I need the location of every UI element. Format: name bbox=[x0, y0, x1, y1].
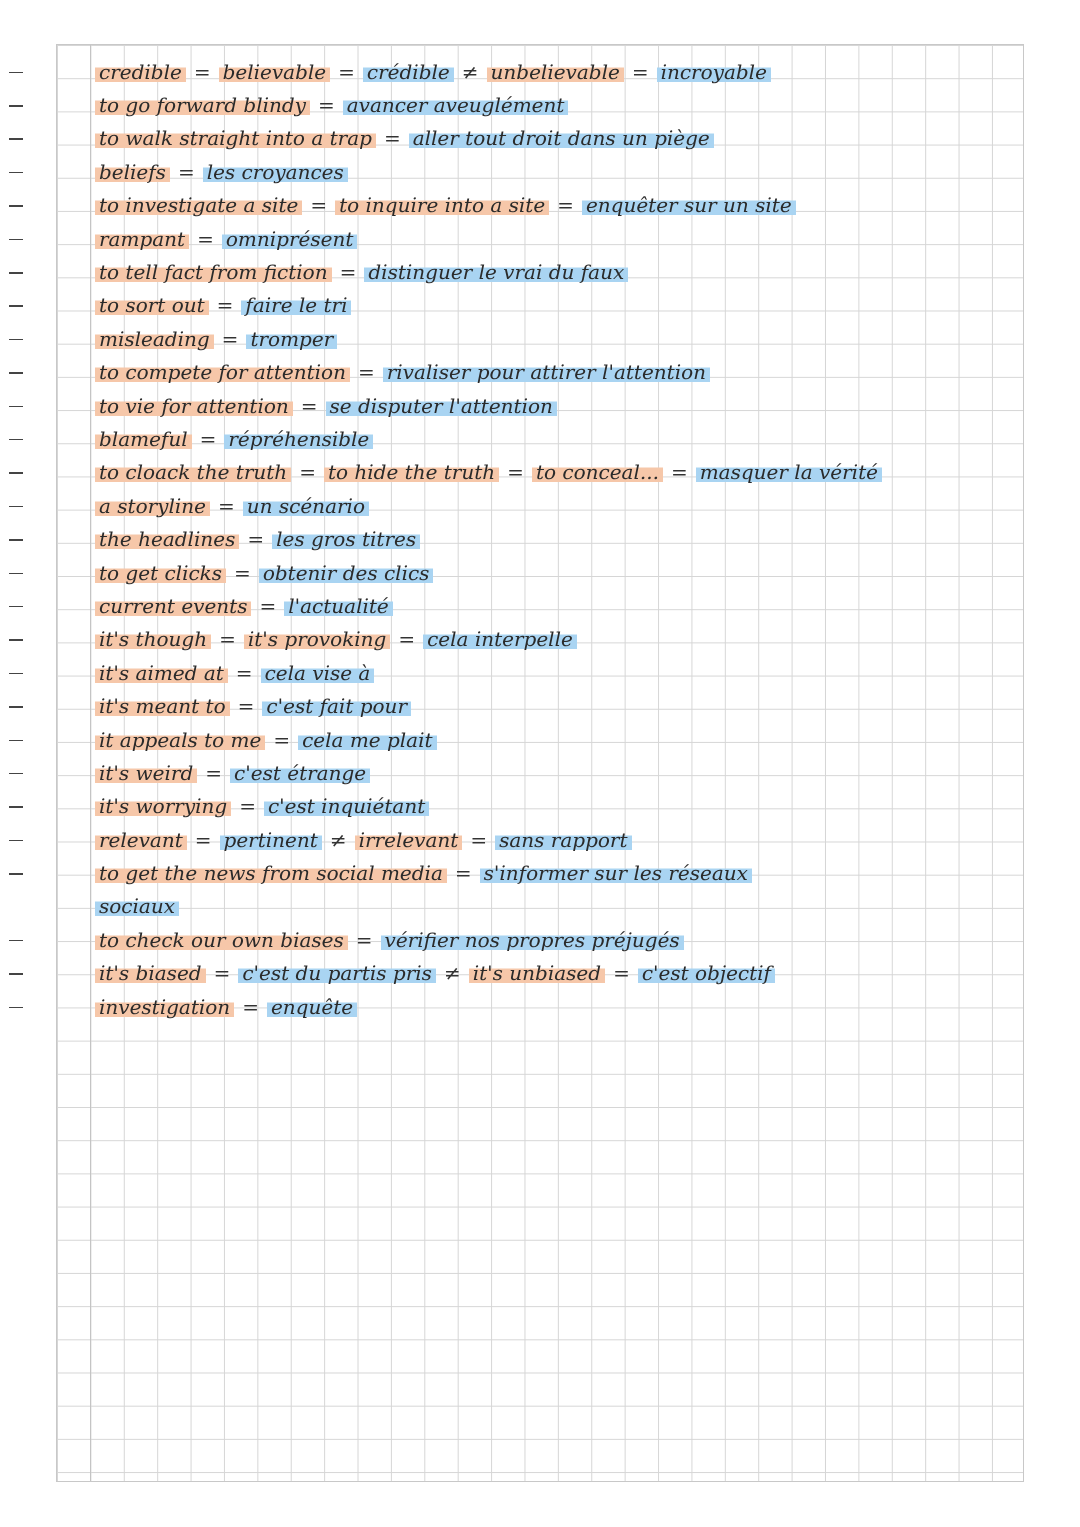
vocab-line bbox=[57, 923, 1023, 956]
french-translation: avancer aveuglément bbox=[343, 93, 569, 117]
french-translation: faire le tri bbox=[241, 293, 351, 317]
equals-sign: = bbox=[213, 961, 231, 986]
vocab-line bbox=[57, 522, 1023, 555]
vocab-line bbox=[57, 957, 1023, 990]
bullet-dash bbox=[9, 506, 23, 508]
french-translation: répréhensible bbox=[224, 427, 373, 451]
vocab-line bbox=[57, 422, 1023, 455]
equals-sign: = bbox=[557, 193, 574, 218]
english-term: to tell fact from fiction bbox=[95, 260, 332, 284]
vocab-line bbox=[57, 723, 1023, 756]
english-term: it's though bbox=[95, 627, 211, 651]
bullet-dash bbox=[9, 940, 23, 942]
vocab-line bbox=[57, 856, 1023, 889]
vocab-line-content bbox=[95, 627, 583, 651]
english-term: believable bbox=[219, 60, 331, 84]
bullet-dash bbox=[9, 573, 23, 575]
vocab-line-content bbox=[95, 394, 563, 418]
english-term: irrelevant bbox=[355, 828, 463, 852]
vocab-line bbox=[57, 990, 1023, 1023]
bullet-dash bbox=[9, 706, 23, 708]
english-term: the headlines bbox=[95, 527, 239, 551]
bullet-dash bbox=[9, 873, 23, 875]
english-term: to walk straight into a trap bbox=[95, 126, 376, 150]
equals-sign: = bbox=[398, 627, 416, 652]
vocab-line bbox=[57, 122, 1023, 155]
vocab-line bbox=[57, 489, 1023, 522]
vocab-line-content bbox=[95, 360, 716, 384]
not-equal-sign: ≠ bbox=[329, 827, 347, 852]
french-translation: omniprésent bbox=[222, 227, 358, 251]
english-term: unbelievable bbox=[487, 60, 624, 84]
bullet-dash bbox=[9, 1007, 23, 1009]
english-term: credible bbox=[95, 60, 186, 84]
vocab-line-content bbox=[95, 794, 435, 818]
english-term: beliefs bbox=[95, 160, 170, 184]
french-translation: se disputer l'attention bbox=[326, 394, 557, 418]
vocab-line-content bbox=[95, 60, 777, 84]
equals-sign: = bbox=[234, 560, 251, 585]
english-term: it's provoking bbox=[244, 627, 391, 651]
french-translation: cela vise à bbox=[261, 661, 375, 685]
vocab-line bbox=[57, 589, 1023, 622]
french-translation: masquer la vérité bbox=[696, 460, 882, 484]
english-term: blameful bbox=[95, 427, 192, 451]
french-translation: c'est du partis pris bbox=[238, 961, 436, 985]
vocab-line-content bbox=[95, 193, 802, 217]
bullet-dash bbox=[9, 372, 23, 374]
english-term: it's unbiased bbox=[469, 961, 605, 985]
bullet-dash bbox=[9, 740, 23, 742]
vocab-line-content bbox=[95, 894, 185, 918]
vocab-line bbox=[57, 289, 1023, 322]
vocab-line-content bbox=[95, 93, 574, 117]
bullet-dash bbox=[9, 806, 23, 808]
bullet-dash bbox=[9, 673, 23, 675]
english-term: to compete for attention bbox=[95, 360, 350, 384]
vocab-line-content bbox=[95, 527, 426, 551]
bullet-dash bbox=[9, 205, 23, 207]
french-translation: les croyances bbox=[203, 160, 348, 184]
vocab-line bbox=[57, 556, 1023, 589]
equals-sign: = bbox=[216, 293, 234, 318]
vocab-line-content bbox=[95, 928, 690, 952]
vocab-line-content bbox=[95, 260, 634, 284]
french-translation: c'est fait pour bbox=[262, 694, 411, 718]
french-translation: rivaliser pour attirer l'attention bbox=[383, 360, 710, 384]
vocab-line-content bbox=[95, 828, 638, 852]
equals-sign: = bbox=[273, 727, 291, 752]
vocab-line-content bbox=[95, 995, 363, 1019]
vocab-line-content bbox=[95, 961, 781, 985]
english-term: it's weird bbox=[95, 761, 197, 785]
french-translation: s'informer sur les réseaux bbox=[480, 861, 752, 885]
vocab-line bbox=[57, 389, 1023, 422]
bullet-dash bbox=[9, 272, 23, 274]
equals-sign: = bbox=[357, 360, 375, 385]
vocab-line bbox=[57, 222, 1023, 255]
french-translation: aller tout droit dans un piège bbox=[409, 126, 714, 150]
vocab-line bbox=[57, 255, 1023, 288]
english-term: it's meant to bbox=[95, 694, 230, 718]
english-term: to sort out bbox=[95, 293, 209, 317]
english-term: misleading bbox=[95, 327, 214, 351]
vocab-line-content bbox=[95, 293, 357, 317]
vocab-line-content bbox=[95, 494, 375, 518]
french-translation: sans rapport bbox=[495, 828, 631, 852]
bullet-dash bbox=[9, 472, 23, 474]
equals-sign: = bbox=[193, 59, 211, 84]
english-term: to inquire into a site bbox=[335, 193, 549, 217]
vocab-line-content bbox=[95, 227, 363, 251]
vocab-line bbox=[57, 356, 1023, 389]
vocab-line bbox=[57, 656, 1023, 689]
english-term: it's biased bbox=[95, 961, 206, 985]
english-term: to get the news from social media bbox=[95, 861, 447, 885]
grid-paper-sheet bbox=[56, 44, 1024, 1482]
bullet-dash bbox=[9, 105, 23, 107]
french-translation: enquête bbox=[267, 995, 357, 1019]
vocab-line bbox=[57, 155, 1023, 188]
vocab-line-content bbox=[95, 561, 439, 585]
vocab-line-content bbox=[95, 460, 888, 484]
english-term: a storyline bbox=[95, 494, 210, 518]
equals-sign: = bbox=[454, 861, 472, 886]
english-term: current events bbox=[95, 594, 251, 618]
vocab-line bbox=[57, 823, 1023, 856]
bullet-dash bbox=[9, 973, 23, 975]
vocab-line bbox=[57, 322, 1023, 355]
equals-sign: = bbox=[259, 593, 277, 618]
bullet-dash bbox=[9, 539, 23, 541]
vocab-line bbox=[57, 623, 1023, 656]
french-translation: c'est objectif bbox=[638, 961, 775, 985]
equals-sign: = bbox=[221, 326, 239, 351]
french-translation: les gros titres bbox=[272, 527, 420, 551]
english-term: it's worrying bbox=[95, 794, 231, 818]
equals-sign: = bbox=[613, 961, 630, 986]
equals-sign: = bbox=[239, 794, 256, 819]
french-translation: c'est étrange bbox=[230, 761, 370, 785]
vocab-line-content bbox=[95, 694, 417, 718]
equals-sign: = bbox=[670, 460, 688, 485]
equals-sign: = bbox=[310, 193, 328, 218]
french-translation: un scénario bbox=[243, 494, 369, 518]
bullet-dash bbox=[9, 406, 23, 408]
equals-sign: = bbox=[197, 226, 214, 251]
equals-sign: = bbox=[235, 660, 253, 685]
english-term: to hide the truth bbox=[324, 460, 499, 484]
english-term: to cloack the truth bbox=[95, 460, 291, 484]
vocab-line-content bbox=[95, 327, 343, 351]
vocab-line-content bbox=[95, 160, 354, 184]
equals-sign: = bbox=[177, 159, 195, 184]
not-equal-sign: ≠ bbox=[443, 961, 461, 986]
english-term: to conceal... bbox=[532, 460, 663, 484]
bullet-dash bbox=[9, 172, 23, 174]
equals-sign: = bbox=[237, 694, 255, 719]
equals-sign: = bbox=[205, 760, 223, 785]
equals-sign: = bbox=[218, 493, 235, 518]
english-term: it appeals to me bbox=[95, 728, 265, 752]
french-translation: c'est inquiétant bbox=[264, 794, 429, 818]
vocabulary-list bbox=[57, 45, 1023, 1023]
english-term: investigation bbox=[95, 995, 234, 1019]
equals-sign: = bbox=[247, 527, 265, 552]
vocab-line bbox=[57, 88, 1023, 121]
bullet-dash bbox=[9, 439, 23, 441]
equals-sign: = bbox=[383, 126, 401, 151]
vocab-line-content bbox=[95, 728, 443, 752]
equals-sign: = bbox=[338, 59, 355, 84]
equals-sign: = bbox=[631, 59, 649, 84]
english-term: relevant bbox=[95, 828, 187, 852]
french-translation: cela interpelle bbox=[423, 627, 577, 651]
vocab-line bbox=[57, 55, 1023, 88]
french-translation: pertinent bbox=[220, 828, 322, 852]
french-translation: incroyable bbox=[657, 60, 771, 84]
english-term: it's aimed at bbox=[95, 661, 228, 685]
vocab-line bbox=[57, 456, 1023, 489]
french-translation: l'actualité bbox=[284, 594, 393, 618]
french-translation: sociaux bbox=[95, 894, 179, 918]
equals-sign: = bbox=[317, 93, 335, 118]
vocab-line bbox=[57, 189, 1023, 222]
equals-sign: = bbox=[300, 393, 318, 418]
bullet-dash bbox=[9, 305, 23, 307]
not-equal-sign: ≠ bbox=[461, 59, 479, 84]
bullet-dash bbox=[9, 840, 23, 842]
bullet-dash bbox=[9, 72, 23, 74]
equals-sign: = bbox=[194, 827, 212, 852]
french-translation: tromper bbox=[246, 327, 337, 351]
equals-sign: = bbox=[339, 260, 357, 285]
bullet-dash bbox=[9, 339, 23, 341]
vocab-line-content bbox=[95, 126, 720, 150]
equals-sign: = bbox=[219, 627, 236, 652]
english-term: to check our own biases bbox=[95, 928, 348, 952]
vocab-line-content bbox=[95, 761, 376, 785]
english-term: to go forward blindy bbox=[95, 93, 310, 117]
french-translation: enquêter sur un site bbox=[582, 193, 796, 217]
french-translation: crédible bbox=[363, 60, 454, 84]
english-term: to get clicks bbox=[95, 561, 226, 585]
vocab-line bbox=[57, 790, 1023, 823]
english-term: rampant bbox=[95, 227, 189, 251]
french-translation: cela me plait bbox=[298, 728, 436, 752]
french-translation: distinguer le vrai du faux bbox=[364, 260, 628, 284]
bullet-dash bbox=[9, 138, 23, 140]
vocab-line-content bbox=[95, 427, 379, 451]
bullet-dash bbox=[9, 239, 23, 241]
vocab-line bbox=[57, 689, 1023, 722]
equals-sign: = bbox=[470, 827, 488, 852]
english-term: to investigate a site bbox=[95, 193, 302, 217]
equals-sign: = bbox=[507, 460, 524, 485]
equals-sign: = bbox=[242, 994, 259, 1019]
equals-sign: = bbox=[199, 426, 217, 451]
vocab-line bbox=[57, 890, 1023, 923]
equals-sign: = bbox=[299, 460, 316, 485]
french-translation: obtenir des clics bbox=[259, 561, 434, 585]
bullet-dash bbox=[9, 606, 23, 608]
english-term: to vie for attention bbox=[95, 394, 293, 418]
vocab-line bbox=[57, 756, 1023, 789]
vocab-line-content bbox=[95, 594, 399, 618]
bullet-dash bbox=[9, 773, 23, 775]
vocab-line-content bbox=[95, 861, 758, 885]
vocab-line-content bbox=[95, 661, 380, 685]
french-translation: vérifier nos propres préjugés bbox=[381, 928, 684, 952]
equals-sign: = bbox=[355, 927, 373, 952]
bullet-dash bbox=[9, 639, 23, 641]
